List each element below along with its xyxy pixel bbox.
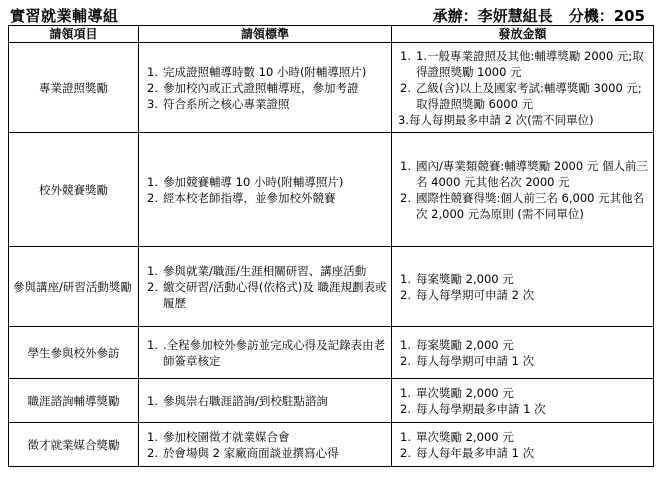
standard-cell [139, 327, 392, 379]
amount-cell [392, 247, 654, 327]
standard-line: 1. 參與崇右職涯諮詢/到校駐點諮詢 [147, 393, 328, 408]
table-row [9, 133, 654, 247]
standard-line: 2. 繳交研習/活動心得(依格式)及 職涯規劃表或履歷 [147, 279, 387, 310]
standard-cell [139, 133, 392, 247]
amount-line: 2. 每人每年最多申請 1 次 [400, 445, 535, 460]
amount-line: 1. 單次獎勵 2,000 元 [400, 429, 514, 444]
table-row [9, 379, 654, 423]
standard-line: 1. 參與就業/職涯/生涯相關研習、講座活動 [147, 263, 367, 278]
standard-line: 1. 參加校園徵才就業媒合會 [147, 429, 290, 444]
item-cell: 職涯諮詢輔導獎勵 [9, 379, 139, 423]
amount-cell [392, 133, 654, 247]
amount-note: 3.每人每期最多申請 2 次(需不同單位) [398, 112, 594, 127]
standard-line: 3. 符合系所之核心專業證照 [147, 96, 290, 111]
item-cell: 徵才就業媒合獎勵 [9, 423, 139, 467]
handler-label: 承辦：李妍慧組長 [432, 7, 553, 25]
extension-label: 分機：205 [568, 7, 645, 25]
item-cell: 學生參與校外參訪 [9, 327, 139, 379]
amount-line: 1. 1.一般專業證照及其他:輔導獎勵 2000 元;取得證照獎勵 1000 元 [400, 48, 644, 79]
page-title: 實習就業輔導組 [10, 7, 119, 25]
amount-cell [392, 379, 654, 423]
standard-line: 1. .全程參加校外參訪並完成心得及記錄表由老師簽章核定 [147, 337, 386, 368]
standard-cell [139, 247, 392, 327]
table-row [9, 43, 654, 133]
item-cell: 專業證照獎勵 [9, 43, 139, 133]
table-row [9, 247, 654, 327]
standard-cell [139, 379, 392, 423]
contact-info [433, 5, 645, 26]
amount-cell [392, 327, 654, 379]
amount-line: 2. 每人每學期可申請 2 次 [400, 287, 535, 302]
table-row [9, 423, 654, 467]
amount-line: 1. 單次獎勵 2,000 元 [400, 385, 514, 400]
column-header-item: 請領項目 [9, 26, 139, 43]
amount-line: 2. 乙級(含)以上及國家考試:輔導獎勵 3000 元;取得證照獎勵 6000 元 [400, 80, 642, 111]
item-cell: 校外競賽獎勵 [9, 133, 139, 247]
standard-cell [139, 43, 392, 133]
column-header-amount: 發放金額 [392, 26, 654, 43]
amount-cell [392, 423, 654, 467]
standard-cell [139, 423, 392, 467]
amount-line: 1. 每案獎勵 2,000 元 [400, 337, 514, 352]
standard-line: 1. 完成證照輔導時數 10 小時(附輔導照片) [147, 64, 367, 79]
standard-line: 2. 經本校老師指導，並參加校外競賽 [147, 190, 336, 205]
standard-line: 2. 於會場與 2 家廠商面談並撰寫心得 [147, 445, 339, 460]
amount-line: 2. 國際性競賽得獎:個人前三名 6,000 元其他名次 2,000 元為原則 (需不同單位) [400, 190, 645, 221]
rewards-table [8, 25, 654, 467]
standard-line: 2. 參加校內或正式證照輔導班，參加考證 [147, 80, 359, 95]
amount-line: 2. 每人每學期最多申請 1 次 [400, 401, 546, 416]
table-row [9, 327, 654, 379]
standard-line: 1. 參加競賽輔導 10 小時(附輔導照片) [147, 174, 344, 189]
column-header-standard: 請領標準 [139, 26, 392, 43]
amount-line: 1. 國內/專業類競賽:輔導獎勵 2000 元 個人前三名 4000 元其他名次 2000 元 [400, 158, 648, 189]
amount-line: 1. 每案獎勵 2,000 元 [400, 271, 514, 286]
page-header [0, 0, 657, 24]
amount-line: 2. 每人每學期可申請 1 次 [400, 353, 535, 368]
amount-cell [392, 43, 654, 133]
item-cell: 參與講座/研習活動獎勵 [9, 247, 139, 327]
table-header-row [9, 26, 654, 43]
